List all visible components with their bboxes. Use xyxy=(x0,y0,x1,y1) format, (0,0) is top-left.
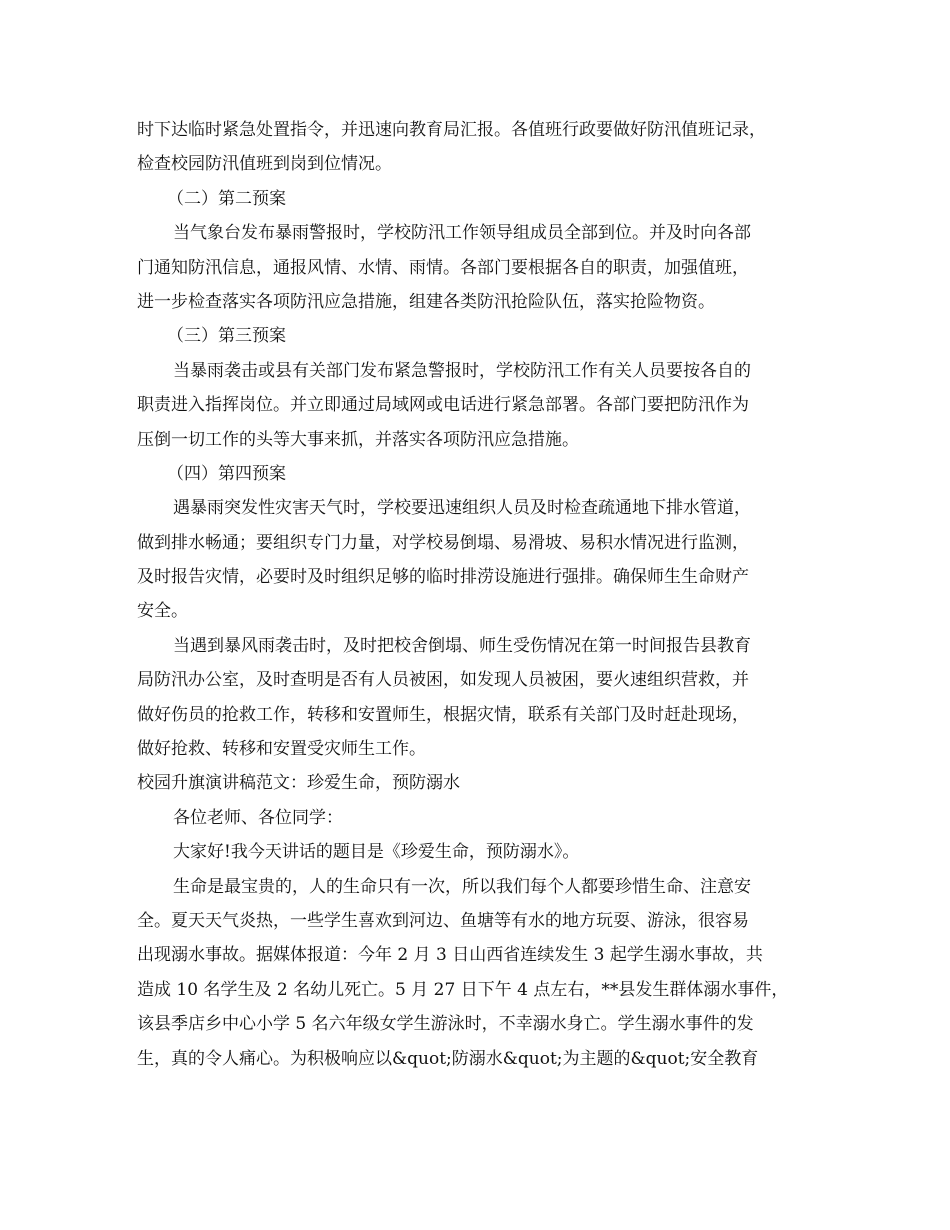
text-line: 全。夏天天气炎热，一些学生喜欢到河边、鱼塘等有水的地方玩耍、游泳，很容易 xyxy=(137,910,749,931)
text-line: 时下达临时紧急处置指令，并迅速向教育局汇报。各值班行政要做好防汛值班记录， xyxy=(137,120,766,140)
text-line: 做好抢救、转移和安置受灾师生工作。 xyxy=(137,739,426,760)
salutation: 各位老师、各位同学： xyxy=(173,807,343,828)
section-heading: （三）第三预案 xyxy=(167,326,286,347)
text-line: 该县季店乡中心小学 5 名六年级女学生游泳时，不幸溺水身亡。学生溺水事件的发 xyxy=(137,1014,754,1035)
article-title: 校园升旗演讲稿范文：珍爱生命，预防溺水 xyxy=(137,773,460,794)
text-line: 职责进入指挥岗位。并立即通过局域网或电话进行紧急部署。各部门要把防汛作为 xyxy=(137,395,749,416)
section-heading: （四）第四预案 xyxy=(167,463,286,484)
text-line: 遇暴雨突发性灾害天气时，学校要迅速组织人员及时检查疏通地下排水管道， xyxy=(173,498,751,519)
document-body xyxy=(137,113,837,1076)
section-heading: （二）第二预案 xyxy=(167,188,286,209)
text-line: 出现溺水事故。据媒体报道：今年 2 月 3 日山西省连续发生 3 起学生溺水事故，共 xyxy=(137,945,763,966)
text-line: 当气象台发布暴雨警报时，学校防汛工作领导组成员全部到位。并及时向各部 xyxy=(173,223,751,244)
text-line: 做到排水畅通；要组织专门力量，对学校易倒塌、易滑坡、易积水情况进行监测， xyxy=(137,532,749,553)
text-line: 进一步检查落实各项防汛应急措施，组建各类防汛抢险队伍，落实抢险物资。 xyxy=(137,291,715,312)
text-line: 检查校园防汛值班到岗到位情况。 xyxy=(137,154,392,175)
text-line: 局防汛办公室，及时查明是否有人员被困，如发现人员被困，要火速组织营救，并 xyxy=(137,670,749,691)
text-line: 做好伤员的抢救工作，转移和安置师生，根据灾情，联系有关部门及时赶赴现场， xyxy=(137,704,749,725)
text-line: 当遇到暴风雨袭击时，及时把校舍倒塌、师生受伤情况在第一时间报告县教育 xyxy=(173,635,751,656)
text-line: 当暴雨袭击或县有关部门发布紧急警报时，学校防汛工作有关人员要按各自的 xyxy=(173,360,751,381)
text-line: 生，真的令人痛心。为积极响应以&quot;防溺水&quot;为主题的&quot;安全教育 xyxy=(137,1048,759,1069)
text-line: 大家好!我今天讲话的题目是《珍爱生命，预防溺水》。 xyxy=(173,842,580,863)
text-line: 生命是最宝贵的，人的生命只有一次，所以我们每个人都要珍惜生命、注意安 xyxy=(173,876,751,897)
text-line: 安全。 xyxy=(137,601,188,622)
text-line: 压倒一切工作的头等大事来抓，并落实各项防汛应急措施。 xyxy=(137,429,579,450)
text-line: 及时报告灾情，必要时及时组织足够的临时排涝设施进行强排。确保师生生命财产 xyxy=(137,567,749,588)
text-line: 造成 10 名学生及 2 名幼儿死亡。5 月 27 日下午 4 点左右，**县发生群体溺水事件， xyxy=(137,979,789,1000)
text-line: 门通知防汛信息，通报风情、水情、雨情。各部门要根据各自的职责，加强值班， xyxy=(137,257,749,278)
